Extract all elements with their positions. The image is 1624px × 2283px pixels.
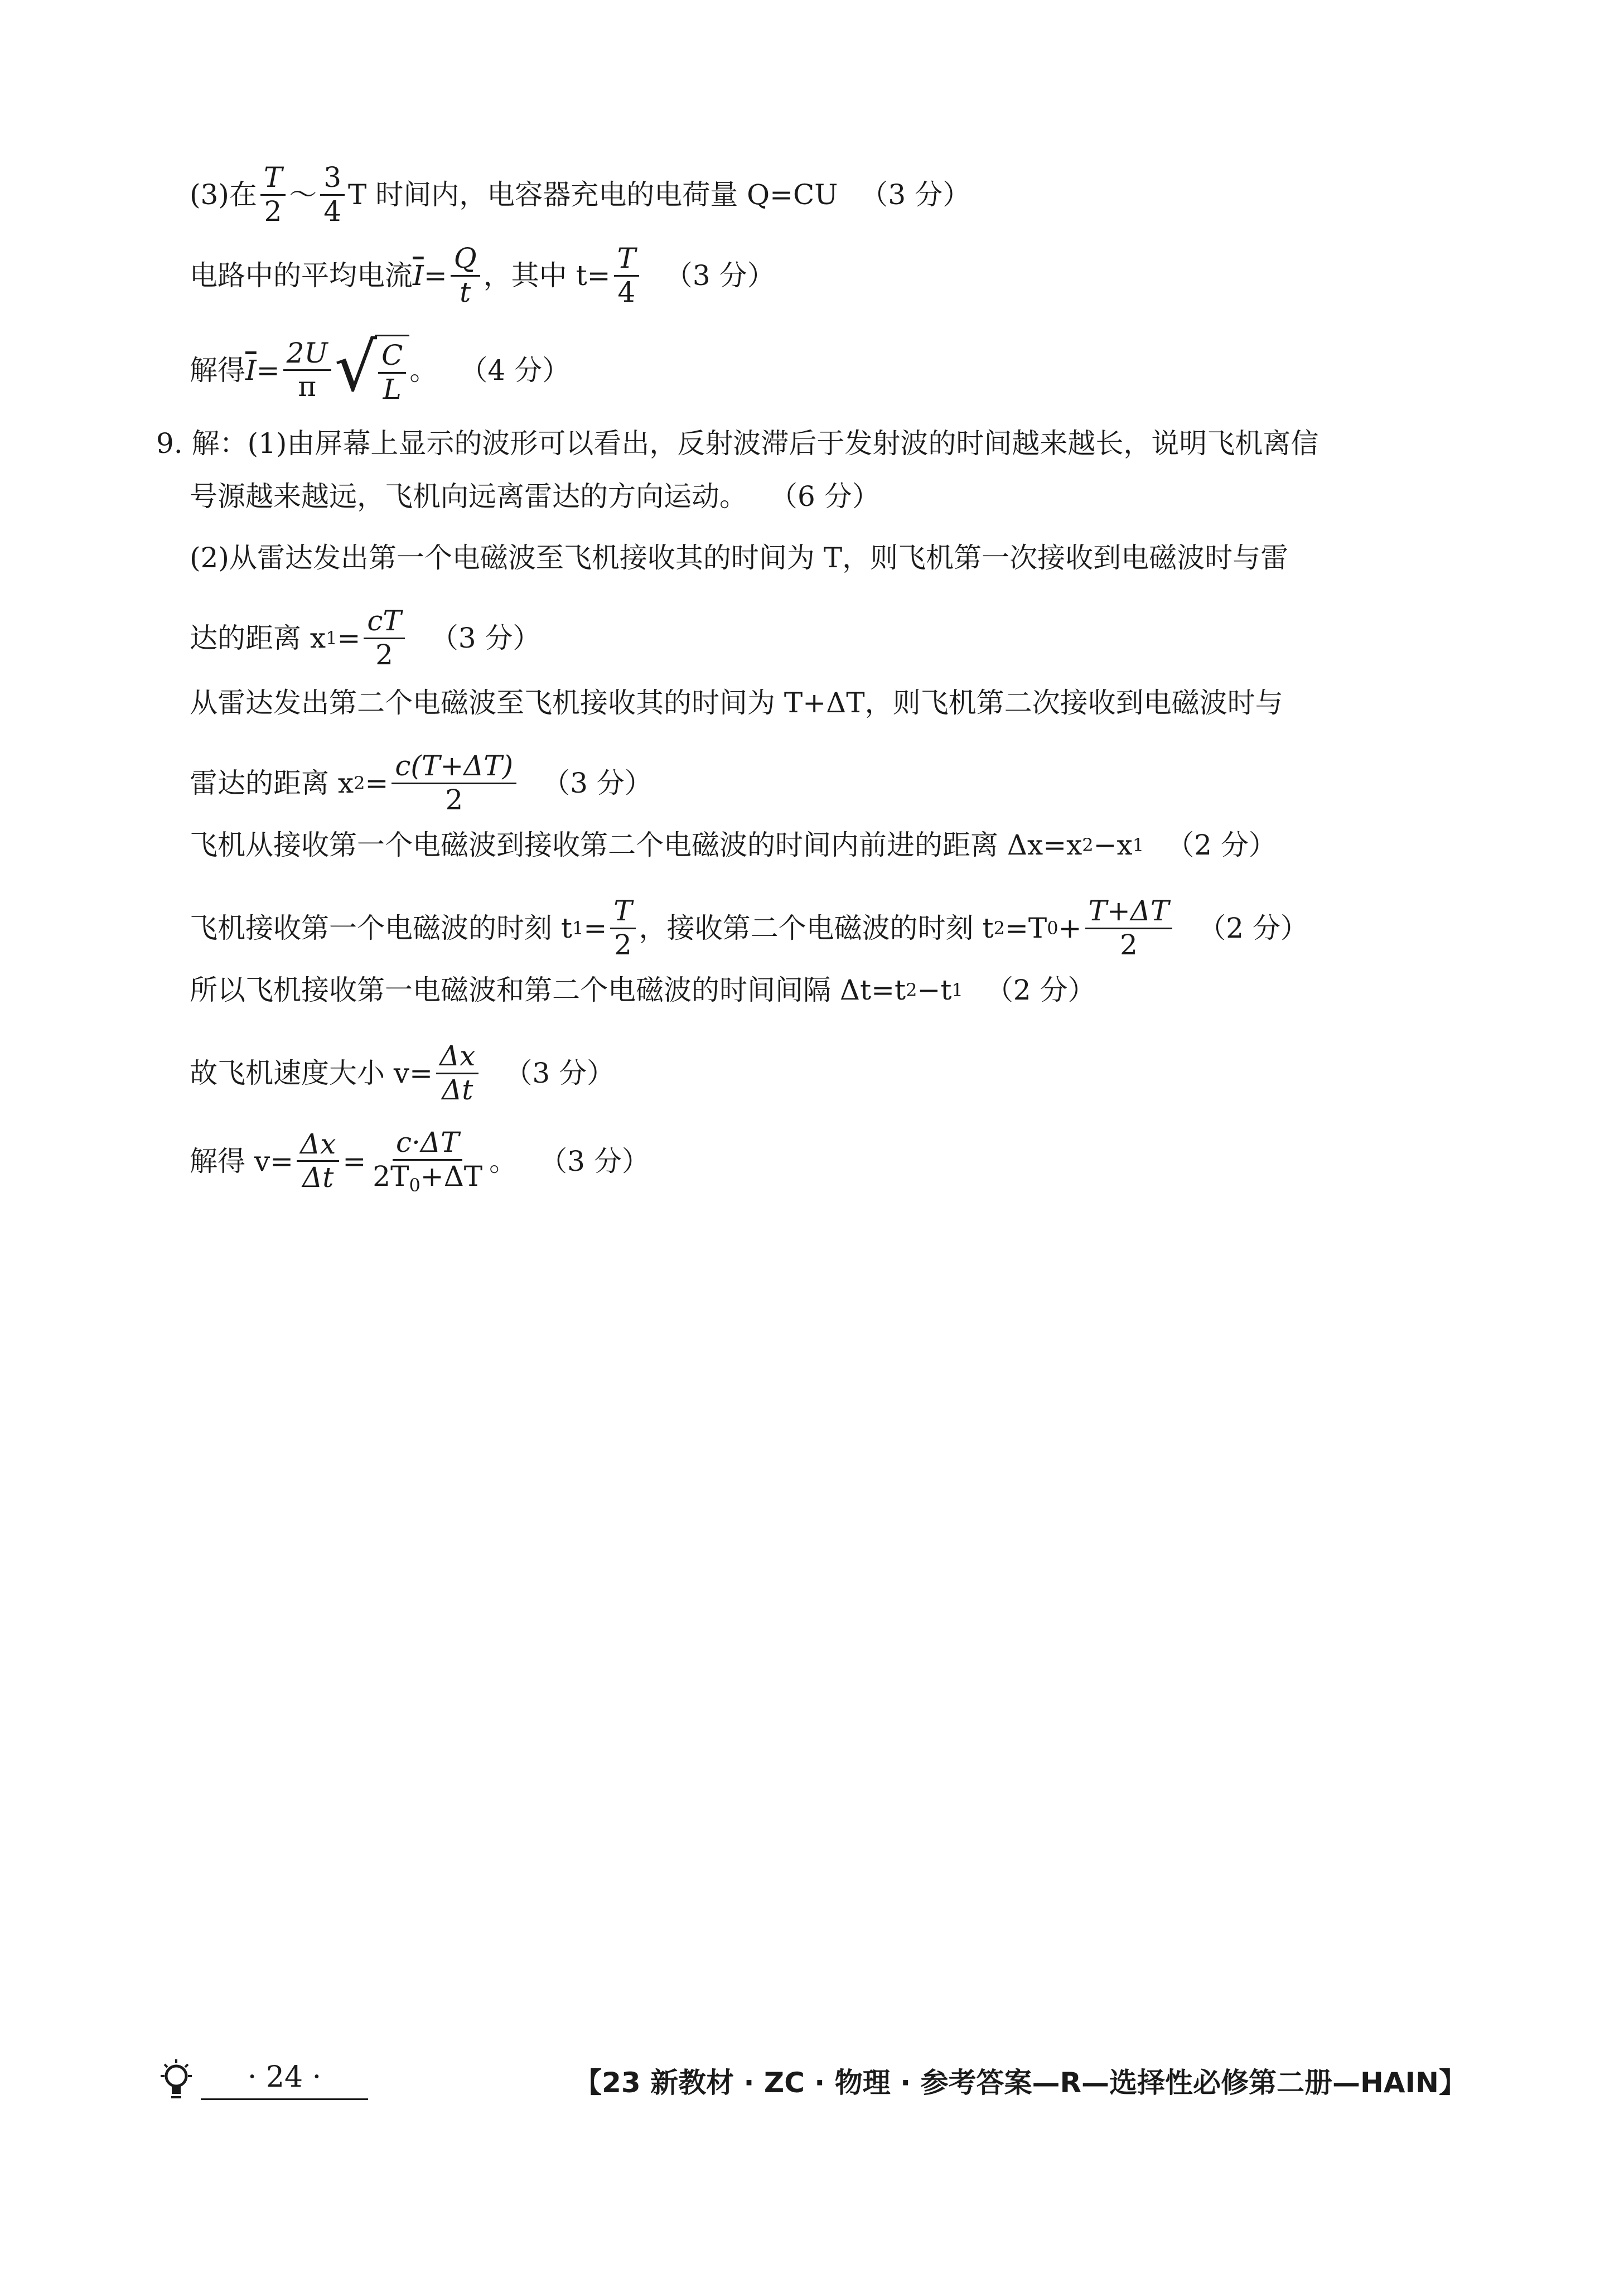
fraction-q-over-t: $\frac{Q}{t}$	[451, 243, 480, 308]
answer-line-9-5	[190, 689, 1283, 717]
mean-current-symbol: $\overline{I}$	[413, 259, 424, 292]
text: 雷达的距离 x	[190, 767, 354, 799]
answer-line-9-9: 所以飞机接收第一电磁波和第二个电磁波的时间间隔 Δt=t 2 −t 1 （2 分）	[190, 974, 1096, 1006]
answer-line-3-1	[190, 162, 970, 228]
score: （4 分）	[460, 354, 571, 387]
score: （2 分）	[1198, 912, 1308, 944]
mean-current-symbol: $\overline{I}$	[245, 354, 257, 387]
answer-line-9-6: 雷达的距离 x 2 = $\frac{c(T+\Delta T)}{2}$ （3 分）	[190, 750, 652, 816]
text: T 时间内，电容器充电的电荷量 Q=CU	[348, 178, 838, 211]
text: 故飞机速度大小 v=	[190, 1057, 433, 1089]
text: 飞机接收第一个电磁波的时刻 t	[190, 912, 572, 944]
text: (3)在	[190, 178, 257, 211]
text: 9. 解：(1)由屏幕上显示的波形可以看出，反射波滞后于发射波的时间越来越长，说明飞机离信	[156, 427, 1319, 460]
fraction-t-over-4: $\frac{T}{4}$	[614, 243, 639, 308]
score: （3 分）	[542, 767, 652, 799]
lightbulb-icon	[156, 2058, 196, 2103]
score: （3 分）	[860, 178, 971, 211]
text: 解得	[190, 354, 245, 387]
score: （3 分）	[539, 1145, 650, 1177]
answer-line-3-2: 电路中的平均电流 $\overline{I}$ = $\frac{Q}{t}$ ，其中 t= $\frac{T}{4}$ （3 分）	[190, 242, 775, 308]
fraction-dx-over-dt: $\frac{\Delta x}{\Delta t}$	[436, 1040, 478, 1106]
text: ，其中 t=	[483, 259, 611, 292]
fraction-t-dt-over-2: $\frac{T+\Delta T}{2}$	[1085, 895, 1173, 961]
score: （3 分）	[664, 259, 775, 292]
text: 电路中的平均电流	[190, 259, 413, 292]
text: 达的距离 x	[190, 622, 326, 654]
fraction-final-speed: $\frac{c\cdot\Delta T}{2T_0+\Delta T}$	[373, 1126, 483, 1196]
text: 号源越来越远，飞机向远离雷达的方向运动。	[190, 480, 747, 513]
score: （3 分）	[430, 622, 541, 654]
text: 从雷达发出第二个电磁波至飞机接收其的时间为 T+ΔT，则飞机第二次接收到电磁波时与	[190, 687, 1283, 719]
answer-line-9-1	[156, 427, 1319, 460]
answer-line-9-8: 飞机接收第一个电磁波的时刻 t 1 = $\frac{T}{2}$ ，接收第二个电磁波的时刻 t 2 =T 0 + $\frac{T+\Delta T}{2}$ （2 分）	[190, 895, 1308, 961]
fraction-t-over-2: $\frac{T}{2}$	[610, 895, 635, 961]
score: （6 分）	[770, 480, 880, 513]
fraction-2u-over-pi: $\frac{2U}{\pi}$	[283, 337, 331, 403]
text: 所以飞机接收第一电磁波和第二个电磁波的时间间隔 Δt=t	[190, 974, 906, 1006]
answer-line-9-2	[190, 480, 880, 513]
fraction-dx-over-dt: $\frac{\Delta x}{\Delta t}$	[297, 1128, 339, 1194]
answer-line-3-3: 解得 $\overline{I}$ = $\frac{2U}{\pi}$ √ $\frac{C}{L}$ 。 （4 分）	[190, 329, 571, 407]
answer-line-9-10	[190, 1040, 615, 1106]
text: 解得 v=	[190, 1145, 294, 1177]
score: （3 分）	[504, 1057, 615, 1089]
score: （2 分）	[1166, 829, 1277, 861]
text: 飞机从接收第一个电磁波到接收第二个电磁波的时间内前进的距离 Δx=x	[190, 829, 1082, 861]
answer-line-9-11: 解得 v= $\frac{\Delta x}{\Delta t}$ = $\frac{c\cdot\Delta T}{2T_0+\Delta T}$ 。 （3 分）	[190, 1126, 650, 1196]
fraction-t-over-2: $\frac{T}{2}$	[260, 162, 286, 228]
square-root: √ $\frac{C}{L}$	[335, 335, 410, 406]
score: （2 分）	[985, 974, 1096, 1006]
fraction-c-t-dt-over-2: $\frac{c(T+\Delta T)}{2}$	[392, 750, 516, 816]
fraction-c-over-l: $\frac{C}{L}$	[378, 340, 406, 406]
page-number: · 24 ·	[201, 2060, 368, 2100]
answer-line-9-3	[190, 544, 1288, 572]
footer-title: 【23 新教材 · ZC · 物理 · 参考答案—R—选择性必修第二册—HAIN】	[574, 2067, 1467, 2099]
text: ～	[289, 178, 317, 211]
page-footer	[156, 2058, 1467, 2108]
fraction-ct-over-2: $\frac{cT}{2}$	[364, 605, 404, 671]
answer-line-9-4: 达的距离 x 1 = $\frac{cT}{2}$ （3 分）	[190, 605, 541, 671]
text: ，接收第二个电磁波的时刻 t	[639, 912, 994, 944]
answer-line-9-7: 飞机从接收第一个电磁波到接收第二个电磁波的时间内前进的距离 Δx=x 2 −x 1 （2 分）	[190, 829, 1277, 861]
fraction-3-over-4: $\frac{3}{4}$	[320, 162, 345, 228]
text: (2)从雷达发出第一个电磁波至飞机接收其的时间为 T，则飞机第一次接收到电磁波时与雷	[190, 542, 1289, 574]
